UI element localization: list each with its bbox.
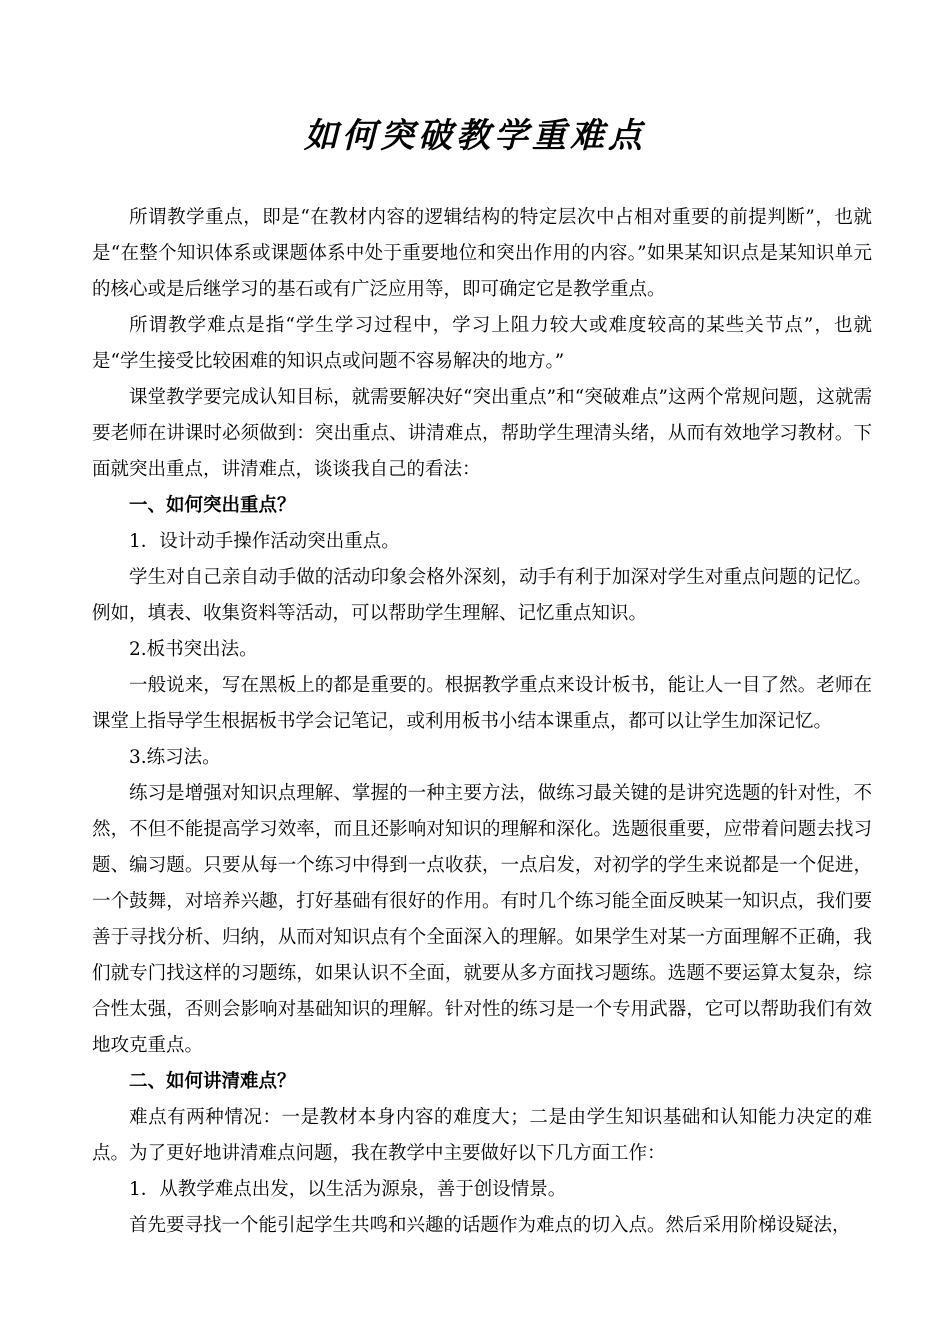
paragraph-definition-difficulty: 所谓教学难点是指“学生学习过程中，学习上阻力较大或难度较高的某些关节点”，也就是“学生接受比较困难的知识点或问题不容易解决的地方。” <box>92 315 872 372</box>
document-title: 如何突破教学重难点 <box>304 116 646 156</box>
subheading-1-2: 2.板书突出法。 <box>129 639 258 660</box>
subheading-2-1: 1．从教学难点出发，以生活为源泉，善于创设情景。 <box>129 1179 567 1200</box>
paragraph-difficulty-types: 难点有两种情况：一是教材本身内容的难度大；二是由学生知识基础和认知能力决定的难点。为了更好地讲清难点问题，我在教学中主要做好以下几方面工作： <box>92 1107 872 1164</box>
section-heading-1: 一、如何突出重点？ <box>129 495 296 516</box>
paragraph-blackboard: 一般说来，写在黑板上的都是重要的。根据教学重点来设计板书，能让人一目了然。老师在课堂上指导学生根据板书学会记笔记，或利用板书小结本课重点，都可以让学生加深记忆。 <box>92 675 872 732</box>
section-heading-2: 二、如何讲清难点？ <box>129 1071 296 1092</box>
subheading-1-3: 3.练习法。 <box>129 747 221 768</box>
paragraph-introduction: 课堂教学要完成认知目标，就需要解决好“突出重点”和“突破难点”这两个常规问题，这就需要老师在讲课时必须做到：突出重点、讲清难点，帮助学生理清头绪，从而有效地学习教材。下面就突出重点，讲清难点，谈谈我自己的看法： <box>92 387 872 480</box>
subheading-1-1: 1．设计动手操作活动突出重点。 <box>129 531 400 552</box>
document-body <box>92 200 872 1244</box>
paragraph-practice: 练习是增强对知识点理解、掌握的一种主要方法，做练习最关键的是讲究选题的针对性，不然，不但不能提高学习效率，而且还影响对知识的理解和深化。选题很重要，应带着问题去找习题、编习题。只要从每一个练习中得到一点收获，一点启发，对初学的学生来说都是一个促进，一个鼓舞，对培养兴趣，打好基础有很好的作用。有时几个练习能全面反映某一知识点，我们要善于寻找分析、归纳，从而对知识点有个全面深入的理解。如果学生对某一方面理解不正确，我们就专门找这样的习题练，如果认识不全面，就要从多方面找习题练。选题不要运算太复杂，综合性太强，否则会影响对基础知识的理解。针对性的练习是一个专用武器，它可以帮助我们有效地攻克重点。 <box>92 783 872 1056</box>
paragraph-definition-key-point: 所谓教学重点，即是“在教材内容的逻辑结构的特定层次中占相对重要的前提判断”，也就是“在整个知识体系或课题体系中处于重要地位和突出作用的内容。”如果某知识点是某知识单元的核心或是后继学习的基石或有广泛应用等，即可确定它是教学重点。 <box>92 207 872 300</box>
paragraph-scenario: 首先要寻找一个能引起学生共鸣和兴趣的话题作为难点的切入点。然后采用阶梯设疑法， <box>129 1215 851 1236</box>
paragraph-hands-on: 学生对自己亲自动手做的活动印象会格外深刻，动手有利于加深对学生对重点问题的记忆。例如，填表、收集资料等活动，可以帮助学生理解、记忆重点知识。 <box>92 567 872 624</box>
